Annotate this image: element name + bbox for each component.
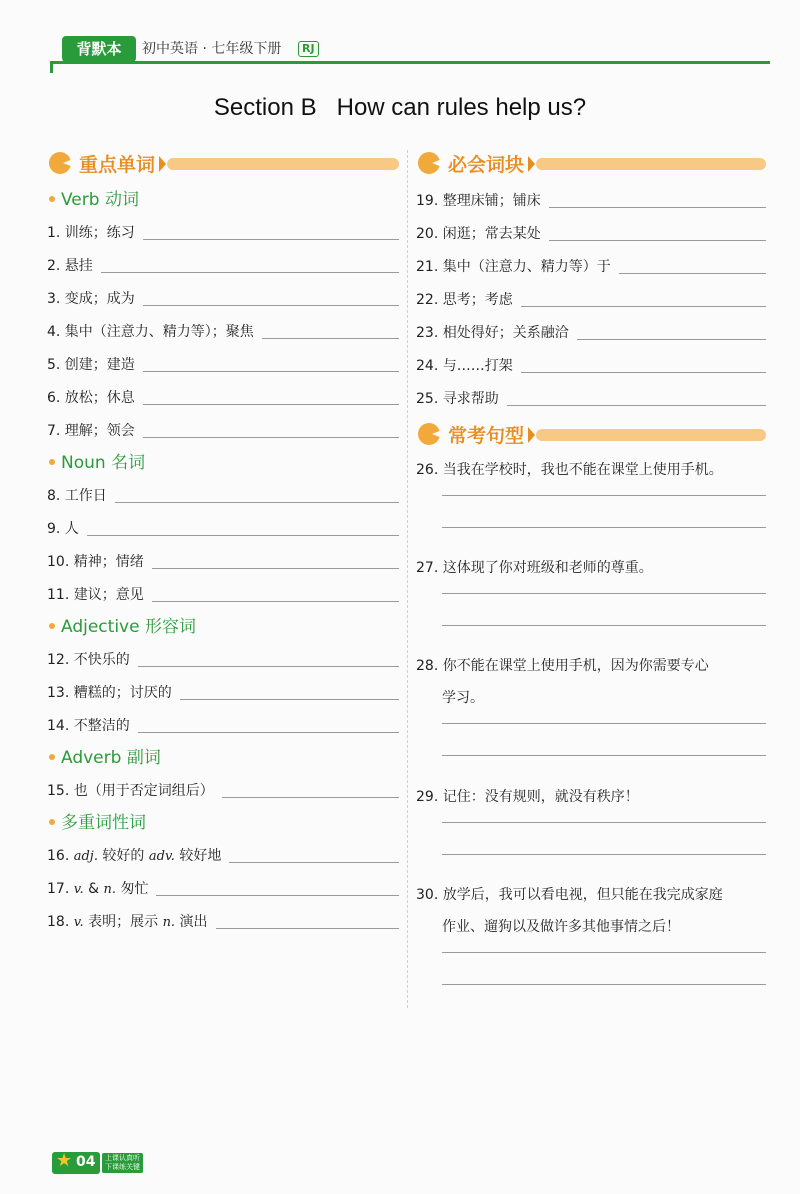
sentence-prompt: [416, 651, 766, 682]
arrow-icon: [528, 156, 535, 172]
phrase-item: [416, 382, 766, 415]
category-label: 多重词性词: [61, 813, 146, 833]
arrow-icon: [159, 156, 166, 172]
answer-line[interactable]: [521, 305, 766, 307]
page-footer: [52, 1152, 148, 1176]
meaning: &: [83, 881, 104, 897]
phrase-prompt: 20. 闲逛；常去某处: [416, 226, 541, 242]
column-divider: [407, 150, 408, 1008]
answer-line[interactable]: [143, 238, 399, 240]
pos-abbr: v.: [73, 882, 84, 897]
section-title: 常考句型: [448, 425, 525, 447]
phrase-item: [416, 316, 766, 349]
answer-line[interactable]: [143, 436, 399, 438]
edition-tag: RJ: [298, 41, 319, 57]
word-prompt: 11. 建议；意见: [47, 587, 144, 603]
sentence-text: 作业、遛狗以及做许多其他事情之后！: [442, 919, 680, 935]
slogan-line: 上课认真听: [105, 1154, 140, 1162]
star-icon: ★: [56, 1150, 73, 1171]
word-item: [47, 381, 399, 414]
answer-line[interactable]: [442, 722, 766, 724]
sentence-prompt: [416, 553, 766, 584]
page-header: [50, 36, 770, 72]
meaning: 匆忙: [116, 881, 149, 897]
word-item: [47, 282, 399, 315]
answer-line[interactable]: [101, 271, 399, 273]
answer-line[interactable]: [115, 501, 399, 503]
phrase-prompt: 22. 思考；考虑: [416, 292, 513, 308]
word-item: [47, 249, 399, 282]
answer-line[interactable]: [442, 821, 766, 823]
word-item: [47, 872, 399, 905]
sentence-text: 放学后，我可以看电视，但只能在我完成家庭: [442, 887, 723, 903]
sentence-text: 学习。: [442, 690, 484, 706]
answer-line[interactable]: [152, 567, 399, 569]
pos-abbr: adv.: [148, 849, 175, 864]
pos-abbr: n.: [162, 915, 176, 930]
header-badge: 背默本: [62, 36, 136, 62]
phrase-prompt: 19. 整理床铺；铺床: [416, 193, 541, 209]
pos-abbr: adj.: [73, 849, 98, 864]
heading-bar: [536, 429, 766, 441]
category-label: Verb 动词: [61, 190, 139, 210]
header-rule: [50, 61, 770, 64]
word-prompt: 10. 精神；情绪: [47, 554, 144, 570]
category-multi: [47, 807, 399, 839]
category-label: Adverb 副词: [61, 748, 161, 768]
bullet-icon: [49, 754, 55, 760]
category-verb: [47, 184, 399, 216]
answer-line[interactable]: [442, 983, 766, 985]
word-item: [47, 676, 399, 709]
answer-line[interactable]: [549, 239, 766, 241]
header-title: 初中英语 · 七年级下册: [142, 41, 282, 57]
category-noun: [47, 447, 399, 479]
answer-line[interactable]: [442, 526, 766, 528]
phrase-item: [416, 184, 766, 217]
word-item: [47, 315, 399, 348]
slogan-line: 下课练关键: [105, 1163, 140, 1171]
pacman-icon: [49, 152, 71, 174]
sentence-prompt: [416, 455, 766, 486]
meaning: 较好地: [174, 848, 222, 864]
phrase-item: [416, 217, 766, 250]
word-item: [47, 414, 399, 447]
answer-line[interactable]: [507, 404, 766, 406]
word-prompt: [47, 878, 148, 905]
sentence-prompt: [416, 880, 766, 911]
page-title: Section B How can rules help us?: [213, 94, 587, 121]
phrase-item: [416, 283, 766, 316]
word-prompt: [47, 911, 208, 938]
answer-line[interactable]: [138, 665, 399, 667]
answer-line[interactable]: [143, 403, 399, 405]
sentence-prompt: [416, 782, 766, 813]
item-number: 30.: [416, 887, 439, 903]
word-item: [47, 348, 399, 381]
item-number: 16.: [47, 848, 70, 864]
item-number: 28.: [416, 658, 439, 674]
bullet-icon: [49, 459, 55, 465]
heading-bar: [536, 158, 766, 170]
phrase-prompt: 24. 与……打架: [416, 358, 513, 374]
bullet-icon: [49, 623, 55, 629]
sentence-item: [416, 880, 766, 1010]
sentence-text: 你不能在课堂上使用手机，因为你需要专心: [442, 658, 709, 674]
phrase-prompt: 21. 集中（注意力、精力等）于: [416, 259, 611, 275]
pacman-icon: [418, 152, 440, 174]
word-item: [47, 709, 399, 742]
answer-line[interactable]: [143, 304, 399, 306]
sentence-item: [416, 651, 766, 781]
answer-line[interactable]: [577, 338, 766, 340]
pacman-icon: [418, 423, 440, 445]
item-number: 26.: [416, 462, 439, 478]
category-label: Adjective 形容词: [61, 617, 196, 637]
phrases-column: [416, 148, 766, 1010]
phrase-item: [416, 349, 766, 382]
item-number: 29.: [416, 789, 439, 805]
word-item: [47, 216, 399, 249]
item-number: 18.: [47, 914, 70, 930]
answer-line[interactable]: [156, 894, 399, 896]
answer-line[interactable]: [521, 371, 766, 373]
sentence-text: 当我在学校时，我也不能在课堂上使用手机。: [442, 462, 723, 478]
word-prompt: 7. 理解；领会: [47, 423, 135, 439]
word-prompt: 9. 人: [47, 521, 79, 537]
footer-slogan: [102, 1153, 143, 1173]
bullet-icon: [49, 819, 55, 825]
answer-line[interactable]: [442, 494, 766, 496]
sentence-item: [416, 553, 766, 650]
word-prompt: 4. 集中（注意力、精力等）；聚焦: [47, 324, 254, 340]
sentences-heading: [416, 419, 766, 451]
word-prompt: [47, 845, 221, 872]
answer-line[interactable]: [549, 206, 766, 208]
heading-bar: [167, 158, 399, 170]
word-prompt: 14. 不整洁的: [47, 718, 130, 734]
pos-abbr: v.: [73, 915, 84, 930]
category-label: Noun 名词: [61, 453, 146, 473]
answer-line[interactable]: [262, 337, 399, 339]
phrase-prompt: 25. 寻求帮助: [416, 391, 499, 407]
word-prompt: 2. 悬挂: [47, 258, 93, 274]
word-prompt: 1. 训练；练习: [47, 225, 135, 241]
word-item: [47, 839, 399, 872]
answer-line[interactable]: [216, 927, 399, 929]
word-prompt: 13. 糟糕的；讨厌的: [47, 685, 172, 701]
answer-line[interactable]: [180, 698, 399, 700]
word-item: [47, 774, 399, 807]
item-number: 17.: [47, 881, 70, 897]
word-prompt: 3. 变成；成为: [47, 291, 135, 307]
answer-line[interactable]: [619, 272, 766, 274]
pos-abbr: n.: [103, 882, 116, 897]
category-adjective: [47, 611, 399, 643]
section-title: 必会词块: [448, 154, 525, 176]
word-item: [47, 512, 399, 545]
answer-line[interactable]: [442, 624, 766, 626]
sentence-item: [416, 455, 766, 552]
item-number: 27.: [416, 560, 439, 576]
sentence-text: 记住：没有规则，就没有秩序！: [442, 789, 639, 805]
answer-line[interactable]: [152, 600, 399, 602]
phrase-item: [416, 250, 766, 283]
answer-line[interactable]: [442, 853, 766, 855]
answer-line[interactable]: [222, 796, 399, 798]
meaning: 较好的: [97, 848, 149, 864]
answer-line[interactable]: [87, 534, 399, 536]
answer-line[interactable]: [442, 951, 766, 953]
word-item: [47, 479, 399, 512]
word-item: [47, 643, 399, 676]
section-title: 重点单词: [79, 154, 156, 176]
key-words-column: [47, 148, 399, 938]
word-prompt: 12. 不快乐的: [47, 652, 130, 668]
phrases-heading: [416, 148, 766, 180]
header-rule-hook: [50, 61, 53, 73]
meaning: 表明；展示: [83, 914, 163, 930]
key-words-heading: [47, 148, 399, 180]
category-adverb: [47, 742, 399, 774]
word-prompt: 5. 创建；建造: [47, 357, 135, 373]
answer-line[interactable]: [143, 370, 399, 372]
word-item: [47, 905, 399, 938]
phrase-prompt: 23. 相处得好；关系融洽: [416, 325, 569, 341]
answer-line[interactable]: [442, 592, 766, 594]
answer-line[interactable]: [229, 861, 399, 863]
word-item: [47, 545, 399, 578]
answer-line[interactable]: [138, 731, 399, 733]
page-number: 04: [76, 1154, 96, 1170]
answer-line[interactable]: [442, 754, 766, 756]
sentence-item: [416, 782, 766, 879]
sentence-text: 这体现了你对班级和老师的尊重。: [442, 560, 653, 576]
word-prompt: 8. 工作日: [47, 488, 107, 504]
arrow-icon: [528, 427, 535, 443]
word-prompt: 6. 放松；休息: [47, 390, 135, 406]
bullet-icon: [49, 196, 55, 202]
meaning: 演出: [175, 914, 208, 930]
word-item: [47, 578, 399, 611]
word-prompt: 15. 也（用于否定词组后）: [47, 783, 214, 799]
